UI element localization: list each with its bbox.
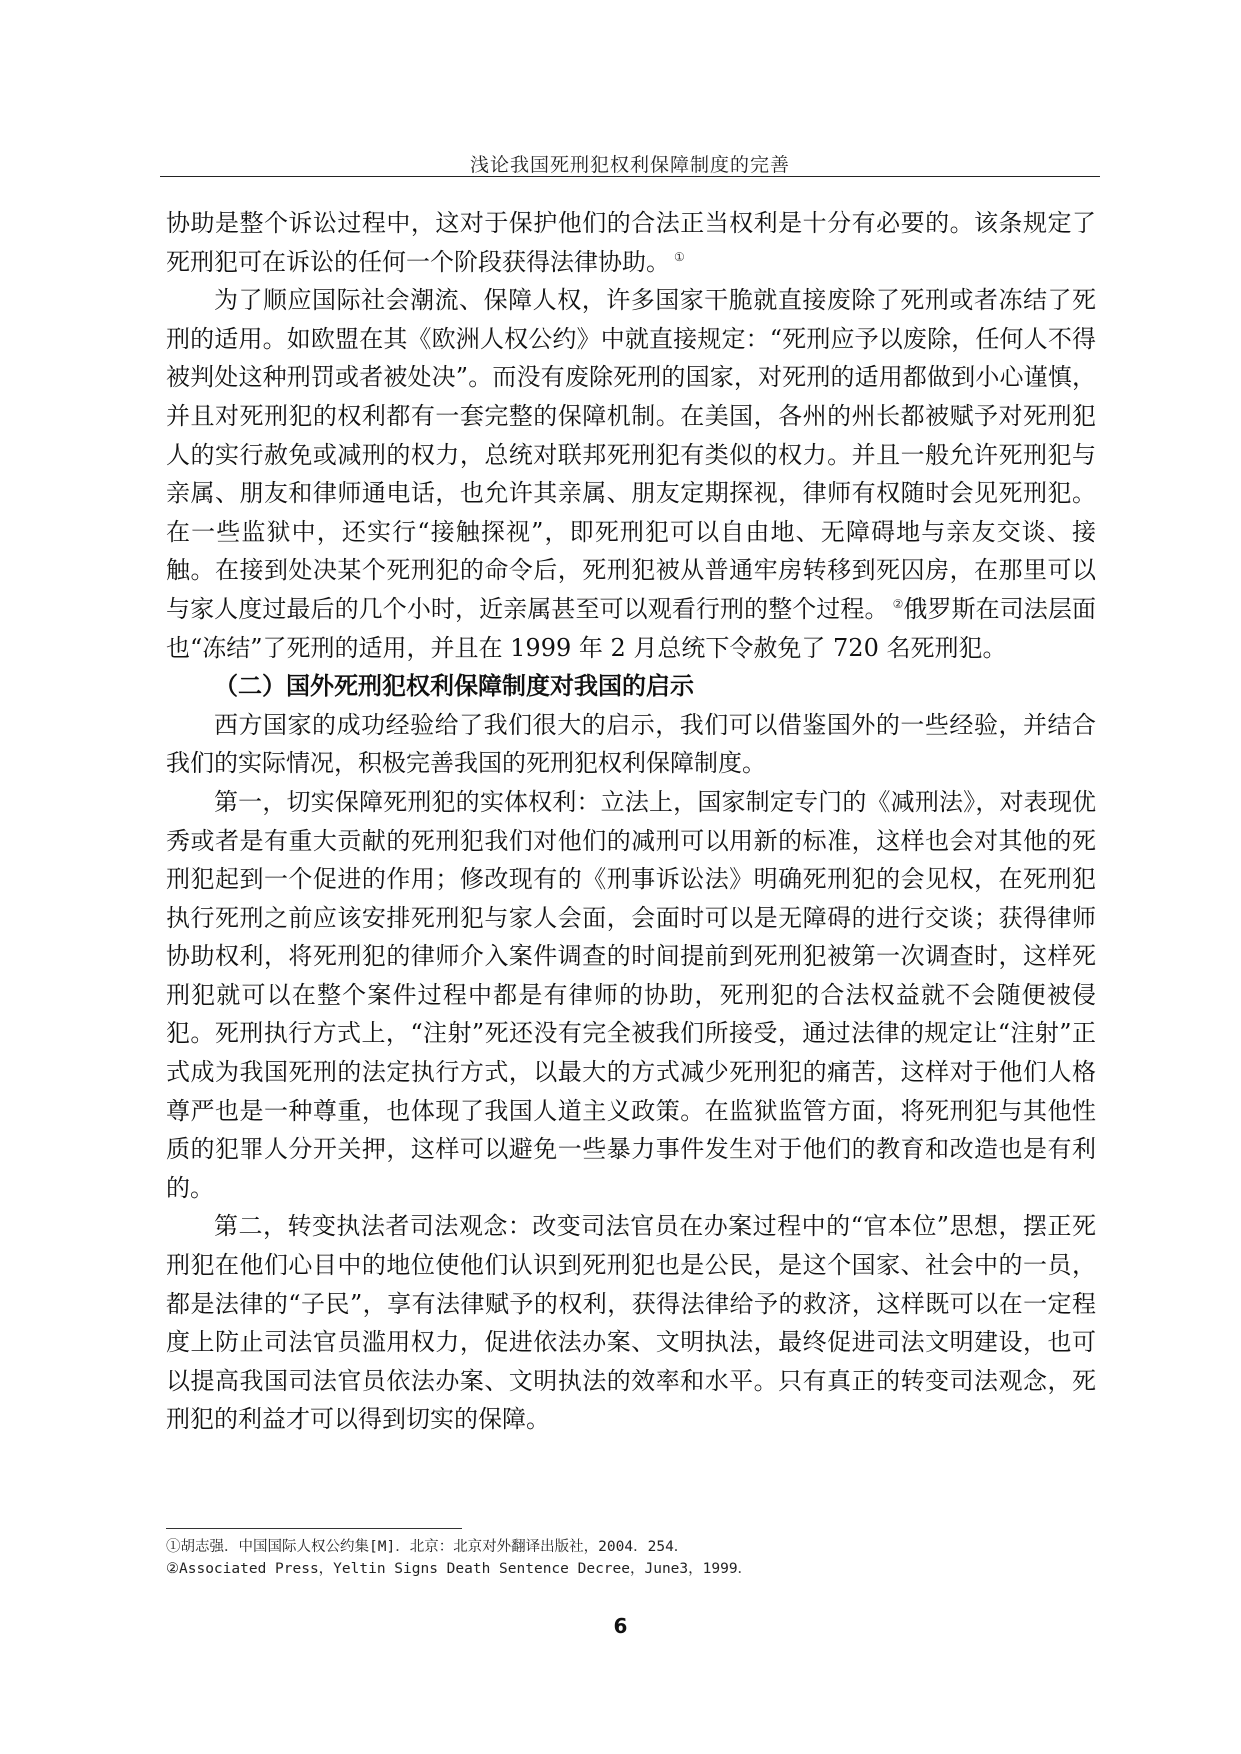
- paragraph-5: 第二，转变执法者司法观念：改变司法官员在办案过程中的“官本位”思想，摆正死刑犯在他们心目中的地位使他们认识到死刑犯也是公民，是这个国家、社会中的一员，都是法律的“子民”，享有法律赋予的权利，获得法律给予的救济，这样既可以在一定程度上防止司法官员滥用权力，促进依法办案、文明执法，最终促进司法文明建设，也可以提高我国司法官员依法办案、文明执法的效率和水平。只有真正的转变司法观念，死刑犯的利益才可以得到切实的保障。: [166, 1212, 1096, 1434]
- paragraph-1-text: 协助是整个诉讼过程中，这对于保护他们的合法正当权利是十分有必要的。该条规定了死刑犯可在诉讼的任何一个阶段获得法律协助。: [166, 209, 1096, 276]
- header-rule: [160, 176, 1100, 177]
- section-heading: （二）国外死刑犯权利保障制度对我国的启示: [214, 672, 694, 701]
- footnote-rule: [166, 1528, 462, 1529]
- paragraph-1: [166, 204, 1096, 281]
- footnotes: [166, 1536, 1096, 1580]
- footnote-1: ①胡志强．中国国际人权公约集[M]．北京：北京对外翻译出版社，2004．254．: [166, 1539, 689, 1555]
- page-number: 6: [613, 1614, 628, 1638]
- body-text: [166, 204, 1096, 1439]
- paragraph-2-text-a: 为了顺应国际社会潮流、保障人权，许多国家干脆就直接废除了死刑或者冻结了死刑的适用。如欧盟在其《欧洲人权公约》中就直接规定：“死刑应予以废除，任何人不得被判处这种刑罚或者被处决”。而没有废除死刑的国家，对死刑的适用都做到小心谨慎，并且对死刑犯的权利都有一套完整的保障机制。在美国，各州的州长都被赋予对死刑犯人的实行赦免或减刑的权力，总统对联邦死刑犯有类似的权力。并且一般允许死刑犯与亲属、朋友和律师通电话，也允许其亲属、朋友定期探视，律师有权随时会见死刑犯。在一些监狱中，还实行“接触探视”，即死刑犯可以自由地、无障碍地与亲友交谈、接触。在接到处决某个死刑犯的命令后，死刑犯被从普通牢房转移到死囚房，在那里可以与家人度过最后的几个小时，近亲属甚至可以观看行刑的整个过程。: [166, 286, 1096, 623]
- footnote-ref-1: ①: [674, 249, 685, 264]
- paragraph-2: [166, 281, 1096, 667]
- footnote-2: ②Associated Press，Yeltin Signs Death Sentence Decree，June3，1999．: [166, 1561, 753, 1577]
- footnote-ref-2: ②: [892, 596, 904, 611]
- paragraph-4: 第一，切实保障死刑犯的实体权利：立法上，国家制定专门的《减刑法》，对表现优秀或者是有重大贡献的死刑犯我们对他们的减刑可以用新的标准，这样也会对其他的死刑犯起到一个促进的作用；修改现有的《刑事诉讼法》明确死刑犯的会见权，在死刑犯执行死刑之前应该安排死刑犯与家人会面，会面时可以是无障碍的进行交谈；获得律师协助权利，将死刑犯的律师介入案件调查的时间提前到死刑犯被第一次调查时，这样死刑犯就可以在整个案件过程中都是有律师的协助，死刑犯的合法权益就不会随便被侵犯。死刑执行方式上，“注射”死还没有完全被我们所接受，通过法律的规定让“注射”正式成为我国死刑的法定执行方式，以最大的方式减少死刑犯的痛苦，这样对于他们人格尊严也是一种尊重，也体现了我国人道主义政策。在监狱监管方面，将死刑犯与其他性质的犯罪人分开关押，这样可以避免一些暴力事件发生对于他们的教育和改造也是有利的。: [166, 787, 1096, 1202]
- paragraph-3: 西方国家的成功经验给了我们很大的启示，我们可以借鉴国外的一些经验，并结合我们的实际情况，积极完善我国的死刑犯权利保障制度。: [166, 710, 1096, 778]
- paragraph-2-text-b: 俄罗斯在司法层面也“冻结”了死刑的适用，并且在 1999 年 2 月总统下令赦免了 720 名死刑犯。: [166, 594, 1097, 662]
- running-header: 浅论我国死刑犯权利保障制度的完善: [469, 154, 790, 176]
